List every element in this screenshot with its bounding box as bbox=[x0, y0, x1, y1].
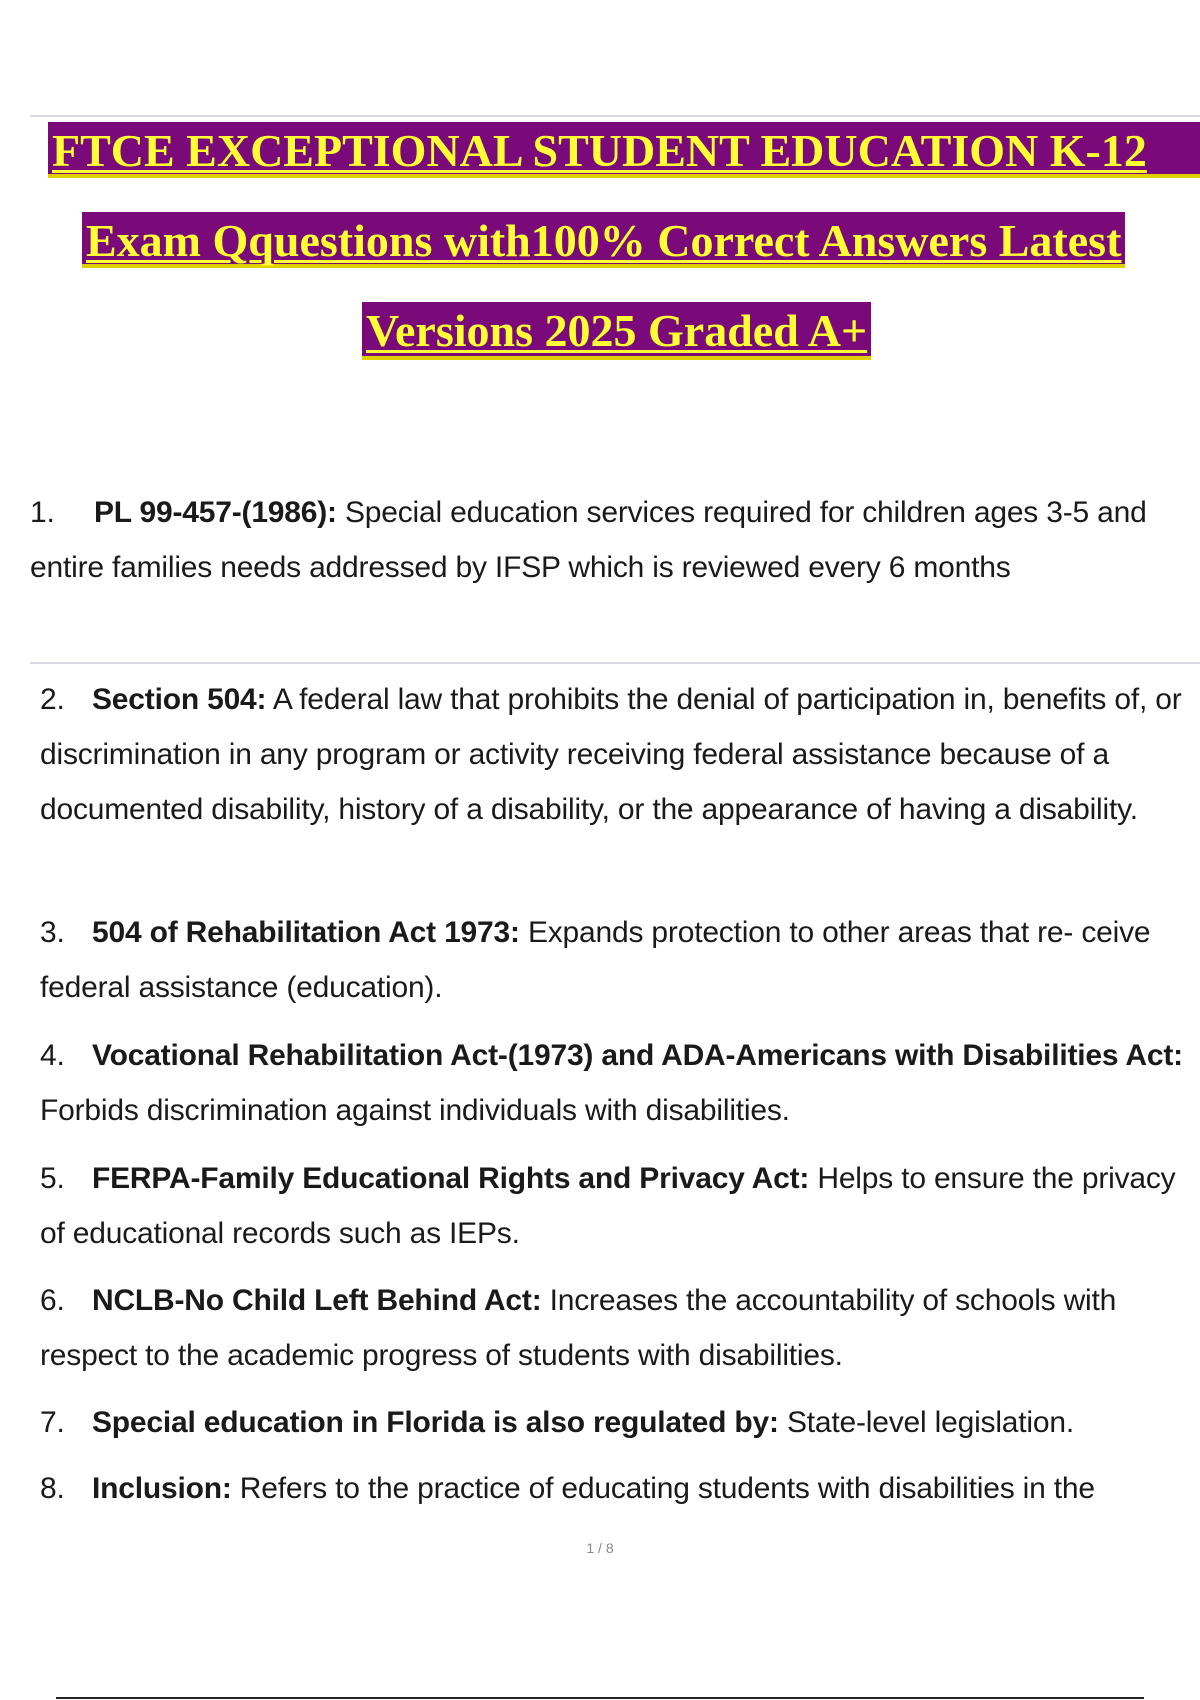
item-definition: A federal law that prohibits the denial of participation in, benefits of, or discrimination in any program or activity receiving federal assistance because of a documented disability, history of a disability, or the appearance of having a disability. bbox=[40, 683, 1182, 826]
item-term: 504 of Rehabilitation Act 1973: bbox=[92, 916, 520, 949]
item-number: 7. bbox=[40, 1406, 65, 1439]
item-term: Section 504: bbox=[92, 683, 267, 716]
section-divider bbox=[30, 662, 1200, 664]
item-term: PL 99-457-(1986): bbox=[94, 496, 337, 529]
item-definition: Special education services required for children ages 3-5 and entire families needs addressed by IFSP which is reviewed every 6 months bbox=[30, 496, 1147, 584]
item-term: Vocational Rehabilitation Act-(1973) and ADA-Americans with Disabilities Act: bbox=[92, 1039, 1183, 1072]
list-item bbox=[40, 1395, 1200, 1450]
item-definition: State-level legislation. bbox=[778, 1406, 1074, 1439]
item-definition: Expands protection to other areas that re- ceive federal assistance (education). bbox=[40, 916, 1151, 1004]
document-title-line-2: Exam Qquestions with100% Correct Answers Latest bbox=[82, 212, 1125, 268]
list-item bbox=[40, 1461, 1200, 1516]
item-term: FERPA-Family Educational Rights and Privacy Act: bbox=[92, 1162, 810, 1195]
document-title-line-3: Versions 2025 Graded A+ bbox=[362, 302, 871, 360]
top-divider bbox=[30, 115, 1200, 117]
document-title-line-1: FTCE EXCEPTIONAL STUDENT EDUCATION K-12 bbox=[48, 122, 1200, 178]
item-definition: Forbids discrimination against individuals with disabilities. bbox=[40, 1094, 790, 1127]
list-item bbox=[40, 1273, 1200, 1383]
list-item bbox=[40, 905, 1200, 1015]
item-definition: Refers to the practice of educating students with disabilities in the bbox=[231, 1472, 1095, 1505]
item-term: NCLB-No Child Left Behind Act: bbox=[92, 1284, 542, 1317]
item-number: 4. bbox=[40, 1039, 65, 1072]
item-number: 8. bbox=[40, 1472, 65, 1505]
list-item bbox=[30, 485, 1200, 595]
bottom-divider bbox=[56, 1697, 1144, 1699]
item-number: 6. bbox=[40, 1284, 65, 1317]
item-number: 5. bbox=[40, 1162, 65, 1195]
item-number: 1. bbox=[30, 496, 55, 529]
page-indicator: 1 / 8 bbox=[586, 1540, 614, 1556]
list-item bbox=[40, 672, 1200, 837]
item-term: Inclusion: bbox=[92, 1472, 232, 1505]
list-item bbox=[40, 1028, 1200, 1138]
item-number: 2. bbox=[40, 683, 65, 716]
item-number: 3. bbox=[40, 916, 65, 949]
item-term: Special education in Florida is also regulated by: bbox=[92, 1406, 779, 1439]
item-definition: Helps to ensure the privacy of educational records such as IEPs. bbox=[40, 1162, 1176, 1250]
item-definition: Increases the accountability of schools with respect to the academic progress of students with disabilities. bbox=[40, 1284, 1117, 1372]
list-item bbox=[40, 1151, 1200, 1261]
